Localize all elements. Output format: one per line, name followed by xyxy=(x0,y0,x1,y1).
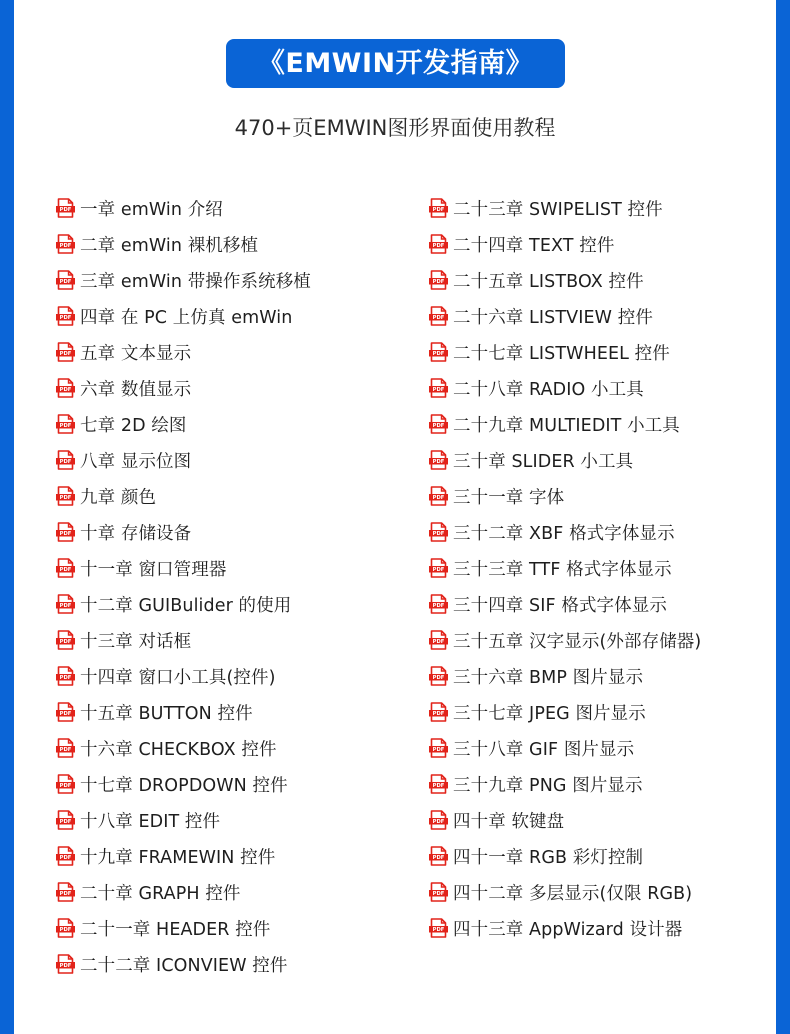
chapter-label: 三章 emWin 带操作系统移植 xyxy=(80,271,311,292)
chapter-item xyxy=(429,226,701,262)
chapter-item xyxy=(56,838,311,874)
pdf-file-icon xyxy=(56,918,75,938)
chapter-item xyxy=(429,874,701,910)
svg-text:PDF: PDF xyxy=(432,495,445,502)
chapter-item xyxy=(429,694,701,730)
pdf-file-icon xyxy=(429,270,448,290)
svg-text:PDF: PDF xyxy=(432,387,445,394)
pdf-file-icon xyxy=(56,234,75,254)
pdf-file-icon xyxy=(56,630,75,650)
svg-text:PDF: PDF xyxy=(432,675,445,682)
chapter-label: 三十三章 TTF 格式字体显示 xyxy=(453,559,672,580)
svg-text:PDF: PDF xyxy=(432,531,445,538)
chapter-item xyxy=(56,802,311,838)
chapter-label: 十四章 窗口小工具(控件) xyxy=(80,667,276,688)
chapter-item xyxy=(429,514,701,550)
chapter-item xyxy=(429,802,701,838)
chapter-label: 十一章 窗口管理器 xyxy=(80,559,227,580)
chapter-item xyxy=(56,946,311,982)
pdf-file-icon xyxy=(429,234,448,254)
chapter-label: 七章 2D 绘图 xyxy=(80,415,187,436)
pdf-file-icon xyxy=(429,882,448,902)
chapter-label: 三十一章 字体 xyxy=(453,487,565,508)
pdf-file-icon xyxy=(429,378,448,398)
pdf-file-icon xyxy=(56,558,75,578)
chapter-label: 十八章 EDIT 控件 xyxy=(80,811,221,832)
chapter-item xyxy=(56,226,311,262)
chapter-label: 十七章 DROPDOWN 控件 xyxy=(80,775,288,796)
chapter-item xyxy=(429,478,701,514)
svg-text:PDF: PDF xyxy=(432,243,445,250)
chapter-item xyxy=(56,766,311,802)
chapter-label: 五章 文本显示 xyxy=(80,343,192,364)
chapter-label: 三十四章 SIF 格式字体显示 xyxy=(453,595,667,616)
svg-text:PDF: PDF xyxy=(59,243,72,250)
pdf-file-icon xyxy=(56,738,75,758)
pdf-file-icon xyxy=(429,486,448,506)
svg-text:PDF: PDF xyxy=(59,927,72,934)
svg-text:PDF: PDF xyxy=(59,567,72,574)
pdf-file-icon xyxy=(56,846,75,866)
svg-text:PDF: PDF xyxy=(432,711,445,718)
pdf-file-icon xyxy=(429,702,448,722)
chapter-label: 二十二章 ICONVIEW 控件 xyxy=(80,955,288,976)
chapter-item xyxy=(56,622,311,658)
chapter-item xyxy=(56,478,311,514)
svg-text:PDF: PDF xyxy=(59,639,72,646)
chapter-label: 六章 数值显示 xyxy=(80,379,192,400)
chapter-label: 九章 颜色 xyxy=(80,487,157,508)
pdf-file-icon xyxy=(429,414,448,434)
chapter-item xyxy=(56,910,311,946)
chapter-item xyxy=(429,262,701,298)
svg-text:PDF: PDF xyxy=(59,891,72,898)
subtitle: 470+页EMWIN图形界面使用教程 xyxy=(234,116,556,140)
chapter-label: 十章 存储设备 xyxy=(80,523,192,544)
chapter-label: 二十五章 LISTBOX 控件 xyxy=(453,271,644,292)
chapter-item xyxy=(56,262,311,298)
chapter-label: 十九章 FRAMEWIN 控件 xyxy=(80,847,276,868)
chapter-item xyxy=(56,730,311,766)
chapter-item xyxy=(429,586,701,622)
pdf-file-icon xyxy=(429,666,448,686)
chapter-label: 十三章 对话框 xyxy=(80,631,192,652)
chapter-label: 三十六章 BMP 图片显示 xyxy=(453,667,644,688)
svg-text:PDF: PDF xyxy=(432,783,445,790)
svg-text:PDF: PDF xyxy=(432,351,445,358)
svg-text:PDF: PDF xyxy=(432,639,445,646)
chapter-item xyxy=(56,370,311,406)
chapter-item xyxy=(429,730,701,766)
svg-text:PDF: PDF xyxy=(432,891,445,898)
svg-text:PDF: PDF xyxy=(432,315,445,322)
svg-text:PDF: PDF xyxy=(59,531,72,538)
pdf-file-icon xyxy=(429,738,448,758)
pdf-file-icon xyxy=(56,954,75,974)
chapter-label: 三十章 SLIDER 小工具 xyxy=(453,451,634,472)
chapter-item xyxy=(429,298,701,334)
svg-text:PDF: PDF xyxy=(432,459,445,466)
chapter-label: 十二章 GUIBulider 的使用 xyxy=(80,595,292,616)
chapter-item xyxy=(429,190,701,226)
svg-text:PDF: PDF xyxy=(59,351,72,358)
chapter-label: 三十五章 汉字显示(外部存储器) xyxy=(453,631,702,652)
svg-text:PDF: PDF xyxy=(59,819,72,826)
pdf-file-icon xyxy=(429,198,448,218)
pdf-file-icon xyxy=(56,522,75,542)
svg-text:PDF: PDF xyxy=(432,603,445,610)
svg-text:PDF: PDF xyxy=(432,423,445,430)
chapter-item xyxy=(56,298,311,334)
svg-text:PDF: PDF xyxy=(432,927,445,934)
chapter-label: 二十四章 TEXT 控件 xyxy=(453,235,615,256)
chapter-item xyxy=(429,442,701,478)
chapter-label: 三十八章 GIF 图片显示 xyxy=(453,739,635,760)
svg-text:PDF: PDF xyxy=(432,855,445,862)
svg-text:PDF: PDF xyxy=(59,207,72,214)
chapter-item xyxy=(56,514,311,550)
svg-text:PDF: PDF xyxy=(59,783,72,790)
svg-text:PDF: PDF xyxy=(432,207,445,214)
svg-text:PDF: PDF xyxy=(59,495,72,502)
pdf-file-icon xyxy=(429,918,448,938)
svg-text:PDF: PDF xyxy=(59,603,72,610)
chapter-item xyxy=(429,406,701,442)
chapter-item xyxy=(56,550,311,586)
pdf-file-icon xyxy=(429,810,448,830)
pdf-file-icon xyxy=(56,882,75,902)
pdf-file-icon xyxy=(429,342,448,362)
chapter-item xyxy=(56,190,311,226)
chapter-item xyxy=(429,334,701,370)
pdf-file-icon xyxy=(56,198,75,218)
chapter-item xyxy=(429,658,701,694)
chapter-label: 二十七章 LISTWHEEL 控件 xyxy=(453,343,670,364)
svg-text:PDF: PDF xyxy=(59,963,72,970)
svg-text:PDF: PDF xyxy=(59,315,72,322)
svg-text:PDF: PDF xyxy=(59,387,72,394)
chapter-list-left xyxy=(56,190,311,982)
chapter-item xyxy=(56,442,311,478)
svg-text:PDF: PDF xyxy=(59,279,72,286)
chapter-item xyxy=(56,658,311,694)
chapter-item xyxy=(429,550,701,586)
svg-text:PDF: PDF xyxy=(59,855,72,862)
chapter-item xyxy=(429,622,701,658)
pdf-file-icon xyxy=(56,450,75,470)
title-banner: 《EMWIN开发指南》 xyxy=(226,39,565,88)
chapter-label: 二十八章 RADIO 小工具 xyxy=(453,379,644,400)
chapter-item xyxy=(56,334,311,370)
pdf-file-icon xyxy=(429,450,448,470)
chapter-label: 二章 emWin 裸机移植 xyxy=(80,235,259,256)
chapter-label: 三十二章 XBF 格式字体显示 xyxy=(453,523,675,544)
chapter-label: 二十三章 SWIPELIST 控件 xyxy=(453,199,663,220)
pdf-file-icon xyxy=(56,342,75,362)
chapter-label: 四十一章 RGB 彩灯控制 xyxy=(453,847,644,868)
chapter-item xyxy=(429,838,701,874)
chapter-item xyxy=(429,370,701,406)
svg-text:PDF: PDF xyxy=(59,675,72,682)
chapter-item xyxy=(429,910,701,946)
chapter-label: 十五章 BUTTON 控件 xyxy=(80,703,253,724)
chapter-label: 二十六章 LISTVIEW 控件 xyxy=(453,307,653,328)
pdf-file-icon xyxy=(429,846,448,866)
pdf-file-icon xyxy=(429,630,448,650)
pdf-file-icon xyxy=(56,774,75,794)
chapter-label: 四章 在 PC 上仿真 emWin xyxy=(80,307,293,328)
svg-text:PDF: PDF xyxy=(59,711,72,718)
chapter-item xyxy=(56,586,311,622)
pdf-file-icon xyxy=(56,594,75,614)
chapter-label: 三十九章 PNG 图片显示 xyxy=(453,775,643,796)
pdf-file-icon xyxy=(429,774,448,794)
svg-text:PDF: PDF xyxy=(432,279,445,286)
chapter-label: 四十章 软键盘 xyxy=(453,811,565,832)
pdf-file-icon xyxy=(56,666,75,686)
pdf-file-icon xyxy=(56,270,75,290)
pdf-file-icon xyxy=(429,594,448,614)
chapter-label: 四十三章 AppWizard 设计器 xyxy=(453,919,683,940)
chapter-item xyxy=(56,874,311,910)
chapter-item xyxy=(56,694,311,730)
chapter-label: 十六章 CHECKBOX 控件 xyxy=(80,739,277,760)
chapter-label: 二十一章 HEADER 控件 xyxy=(80,919,271,940)
svg-text:PDF: PDF xyxy=(432,819,445,826)
pdf-file-icon xyxy=(56,306,75,326)
chapter-label: 二十章 GRAPH 控件 xyxy=(80,883,241,904)
pdf-file-icon xyxy=(56,810,75,830)
chapter-list-right xyxy=(429,190,701,946)
chapter-label: 二十九章 MULTIEDIT 小工具 xyxy=(453,415,680,436)
svg-text:PDF: PDF xyxy=(59,459,72,466)
pdf-file-icon xyxy=(56,486,75,506)
chapter-item xyxy=(429,766,701,802)
svg-text:PDF: PDF xyxy=(59,423,72,430)
pdf-file-icon xyxy=(56,702,75,722)
pdf-file-icon xyxy=(429,306,448,326)
pdf-file-icon xyxy=(429,522,448,542)
pdf-file-icon xyxy=(429,558,448,578)
chapter-item xyxy=(56,406,311,442)
svg-text:PDF: PDF xyxy=(59,747,72,754)
svg-text:PDF: PDF xyxy=(432,747,445,754)
chapter-label: 四十二章 多层显示(仅限 RGB) xyxy=(453,883,693,904)
chapter-label: 八章 显示位图 xyxy=(80,451,192,472)
chapter-label: 三十七章 JPEG 图片显示 xyxy=(453,703,646,724)
chapter-label: 一章 emWin 介绍 xyxy=(80,199,223,220)
pdf-file-icon xyxy=(56,378,75,398)
pdf-file-icon xyxy=(56,414,75,434)
svg-text:PDF: PDF xyxy=(432,567,445,574)
